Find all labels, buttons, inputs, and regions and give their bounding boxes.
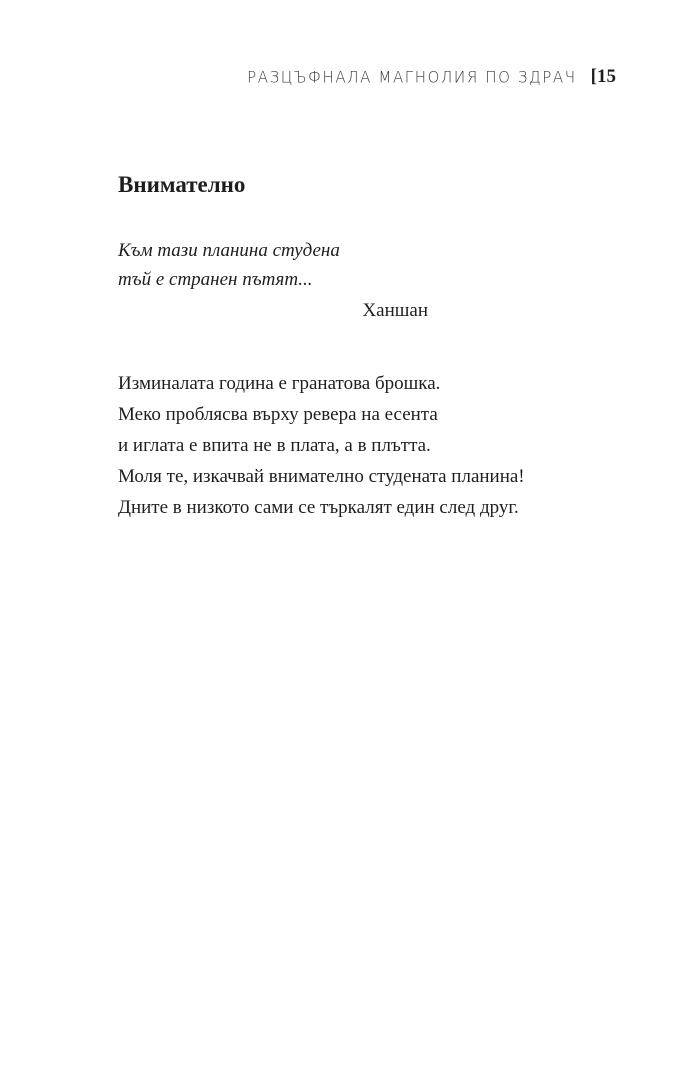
poem-line: Моля те, изкачвай внимателно студената планина! — [118, 466, 525, 487]
epigraph-line: тъй е странен пътят... — [118, 269, 313, 290]
poem-line: Меко проблясва върху ревера на есента — [118, 404, 438, 425]
epigraph-author: Ханшан — [362, 300, 428, 321]
running-title: РАЗЦЪФНАЛА МАГНОЛИЯ ПО ЗДРАЧ — [247, 67, 577, 87]
epigraph-line: Към тази планина студена — [118, 240, 340, 261]
page-number: [15 — [590, 66, 616, 87]
poem-title: Внимателно — [118, 172, 246, 197]
poem-line: и иглата е впита не в плата, а в плътта. — [118, 435, 431, 456]
running-head — [247, 66, 616, 88]
poem-line: Изминалата година е гранатова брошка. — [118, 373, 441, 394]
poem-body — [118, 368, 618, 523]
poem-line: Дните в низкото сами се търкалят един след друг. — [118, 497, 519, 518]
epigraph — [118, 236, 458, 325]
